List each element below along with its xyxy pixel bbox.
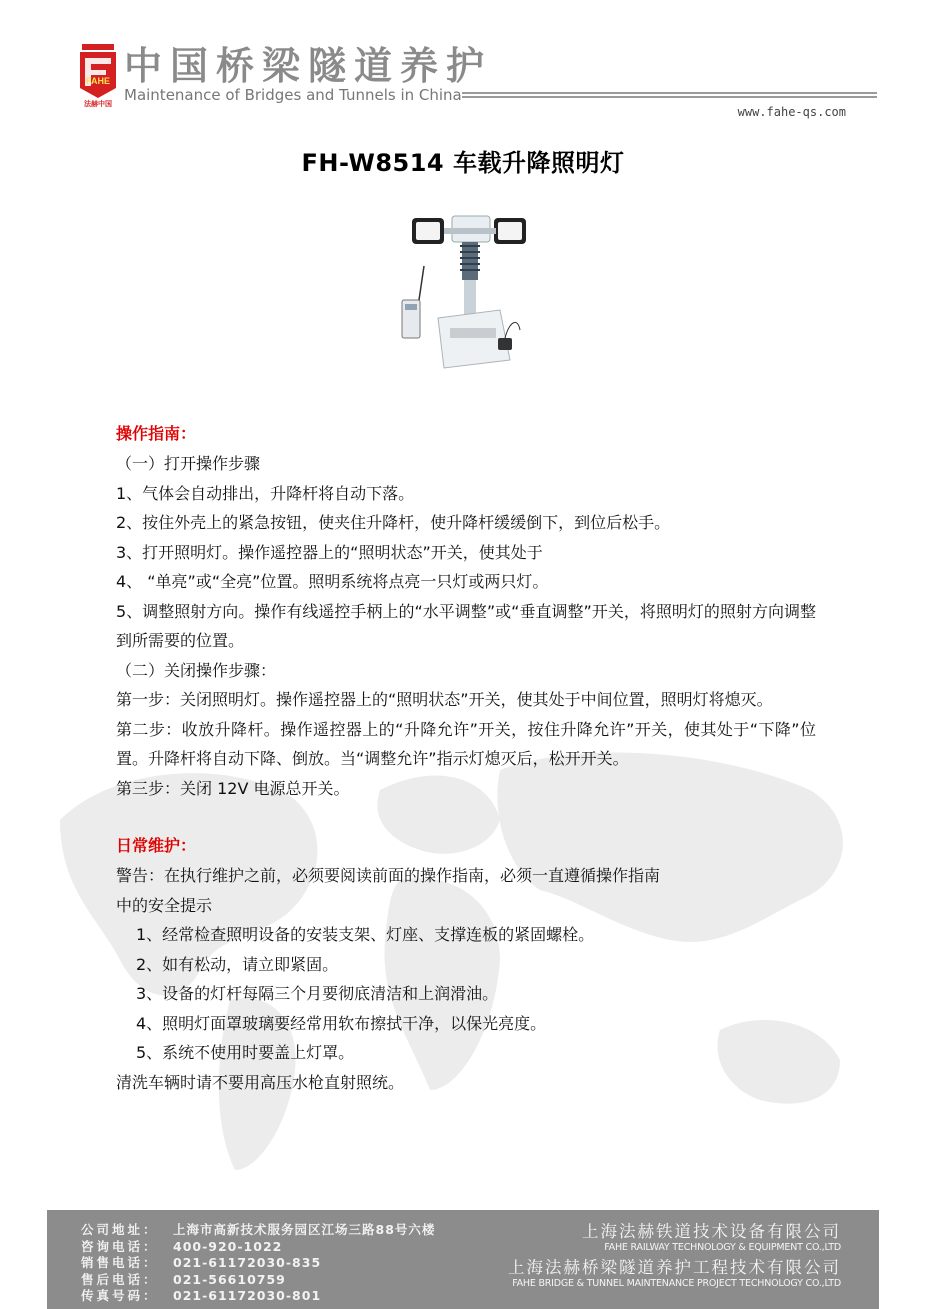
contact-value: 021-61172030-835 <box>173 1255 322 1271</box>
contact-value: 上海市高新技术服务园区江场三路88号六楼 <box>173 1222 436 1237</box>
contact-label: 销售电话： <box>81 1255 159 1271</box>
operation-heading: 操作指南： <box>116 424 197 443</box>
maintenance-item: 3、设备的灯杆每隔三个月要彻底清洁和上润滑油。 <box>136 984 499 1003</box>
maintenance-item: 2、如有松动，请立即紧固。 <box>136 954 339 974</box>
operation-line: 5、调整照射方向。操作有线遥控手柄上的“水平调整”或“垂直调整”开关，将照明灯的照射方向调整到所需要的位置。 <box>116 601 816 650</box>
maintenance-closing: 清洗车辆时请不要用高压水枪直射照统。 <box>116 1072 405 1092</box>
operation-line: （一）打开操作步骤 <box>116 454 261 473</box>
maintenance-warning: 警告：在执行维护之前，必须要阅读前面的操作指南，必须一直遵循操作指南 <box>116 866 661 885</box>
maintenance-item: 5、系统不使用时要盖上灯罩。 <box>136 1043 355 1062</box>
contact-row <box>81 1272 435 1289</box>
contact-row <box>81 1255 435 1272</box>
logo-caption: 法赫中国 <box>84 100 112 108</box>
operation-line: 2、按住外壳上的紧急按钮，使夹住升降杆，使升降杆缓缓倒下，到位后松手。 <box>116 513 671 532</box>
operation-line: 第二步：收放升降杆。操作遥控器上的“升降允许”开关，按住升降允许”开关，使其处于“下降”位置。升降杆将自动下降、倒放。当“调整允许”指示灯熄灭后，松开开关。 <box>116 719 816 768</box>
contact-row <box>81 1222 435 1239</box>
contact-label: 传真号码： <box>81 1288 159 1304</box>
header-rule <box>462 92 877 100</box>
contact-row <box>81 1239 435 1256</box>
maintenance-warning: 中的安全提示 <box>116 895 213 915</box>
contact-label: 售后电话： <box>81 1271 159 1287</box>
company-railway-cn: 上海法赫铁道技术设备有限公司 <box>582 1222 841 1241</box>
contact-label: 咨询电话： <box>81 1238 159 1254</box>
operation-line: 1、气体会自动排出，升降杆将自动下落。 <box>116 483 415 503</box>
maintenance-item: 4、照明灯面罩玻璃要经常用软布擦拭干净，以保光亮度。 <box>136 1013 547 1033</box>
operation-line: 第三步：关闭 12V 电源总开关。 <box>116 778 350 798</box>
contact-label: 公司地址： <box>81 1222 159 1237</box>
brand-english-name: Maintenance of Bridges and Tunnels in China <box>124 86 462 104</box>
company-bridge-tunnel-en: FAHE BRIDGE & TUNNEL MAINTENANCE PROJECT TECHNOLOGY CO.,LTD <box>512 1278 841 1289</box>
document-body <box>116 419 816 1097</box>
operation-line: 第一步：关闭照明灯。操作遥控器上的“照明状态”开关，使其处于中间位置，照明灯将熄灭。 <box>116 690 773 709</box>
maintenance-item: 1、经常检查照明设备的安装支架、灯座、支撑连板的紧固螺栓。 <box>136 925 595 944</box>
operation-line: （二）关闭操作步骤： <box>116 660 277 680</box>
logo-text: FAHE <box>85 76 111 86</box>
document-title: FH-W8514 车载升降照明灯 <box>301 149 625 177</box>
brand-chinese-name: 中国桥梁隧道养护 <box>124 44 493 88</box>
company-railway <box>582 1222 841 1253</box>
footer-contacts <box>81 1222 435 1305</box>
company-bridge-tunnel-cn: 上海法赫桥梁隧道养护工程技术有限公司 <box>508 1258 841 1277</box>
product-image <box>400 200 540 375</box>
company-railway-en: FAHE RAILWAY TECHNOLOGY & EQUIPMENT CO.,LTD <box>604 1242 841 1253</box>
contact-value: 021-56610759 <box>173 1271 286 1287</box>
footer <box>47 1210 879 1309</box>
operation-line: 3、打开照明灯。操作遥控器上的“照明状态”开关，使其处于 <box>116 542 543 562</box>
website-url: www.fahe-qs.com <box>737 105 846 119</box>
contact-row <box>81 1288 435 1305</box>
company-bridge-tunnel <box>508 1258 841 1289</box>
contact-value: 021-61172030-801 <box>173 1288 322 1304</box>
operation-line: 4、 “单亮”或“全亮”位置。照明系统将点亮一只灯或两只灯。 <box>116 572 549 591</box>
contact-value: 400-920-1022 <box>173 1238 283 1254</box>
fahe-logo <box>76 44 120 108</box>
maintenance-heading: 日常维护： <box>116 836 197 855</box>
